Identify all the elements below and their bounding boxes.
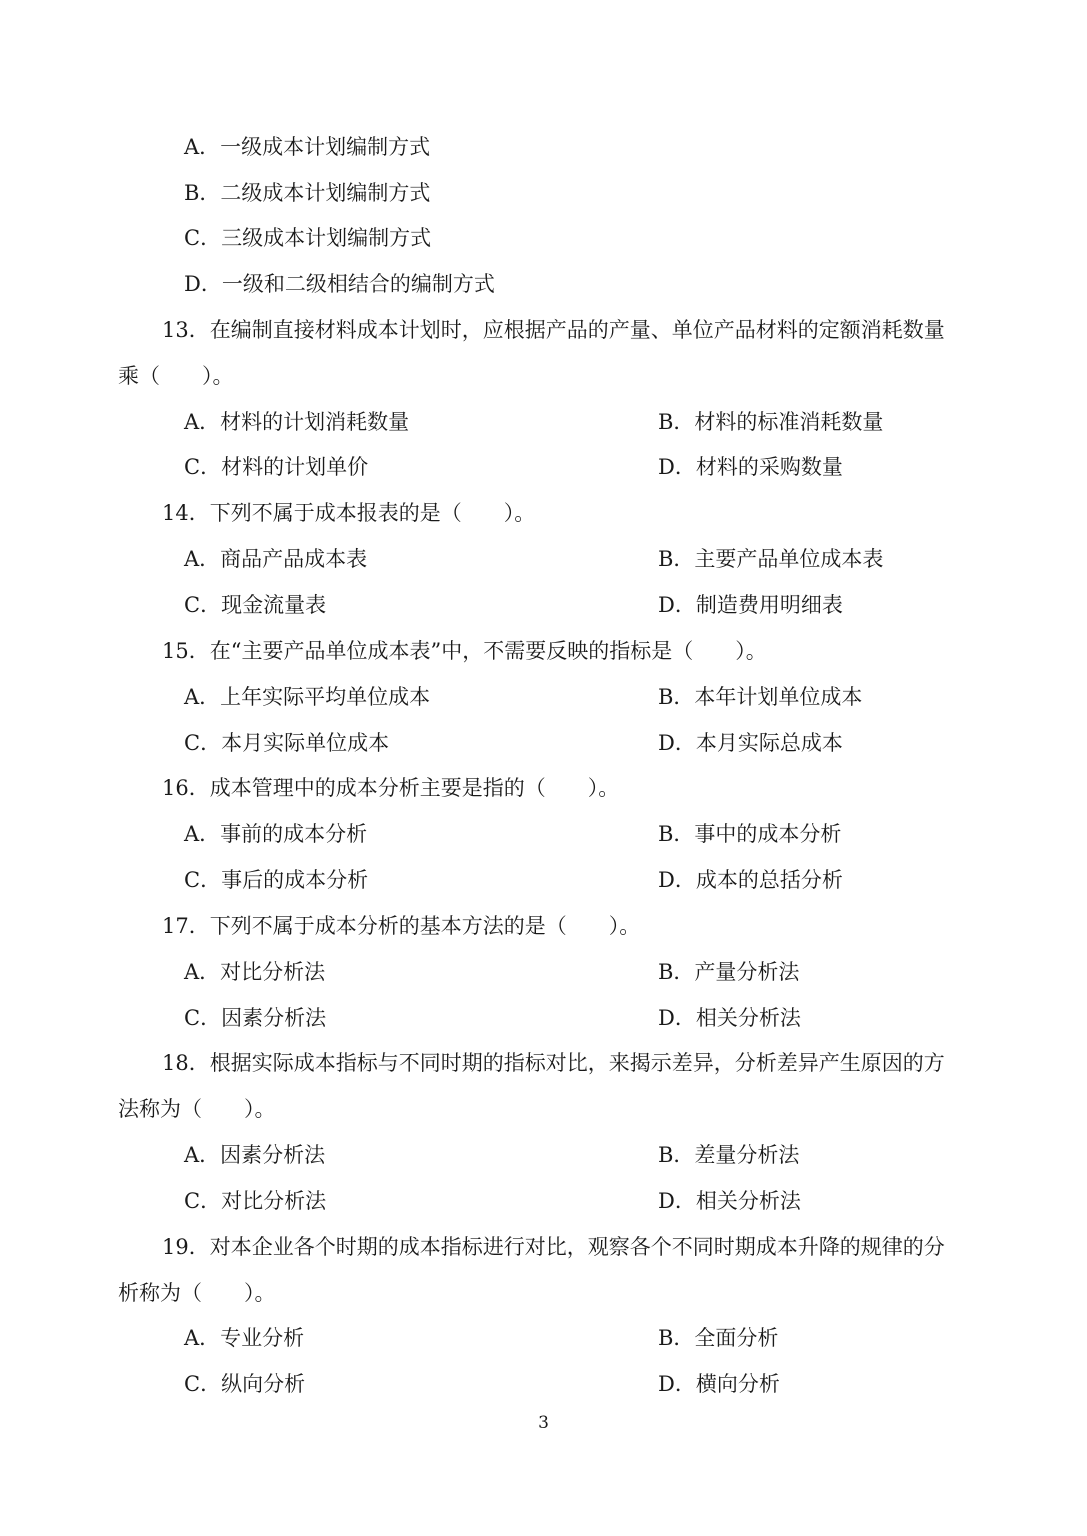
option-12-c: C．三级成本计划编制方式 bbox=[184, 226, 432, 250]
option-18-d: D．相关分析法 bbox=[658, 1189, 801, 1213]
page-number: 3 bbox=[538, 1413, 549, 1433]
option-15-c: C．本月实际单位成本 bbox=[184, 731, 390, 755]
question-13-stem-cont: 乘（ ）。 bbox=[118, 364, 234, 388]
option-16-b: B．事中的成本分析 bbox=[658, 822, 842, 846]
option-12-a: A．一级成本计划编制方式 bbox=[184, 135, 431, 159]
question-18-stem-cont: 法称为（ ）。 bbox=[118, 1097, 276, 1121]
option-13-d: D．材料的采购数量 bbox=[658, 455, 843, 479]
option-16-c: C．事后的成本分析 bbox=[184, 868, 369, 892]
option-19-d: D．横向分析 bbox=[658, 1372, 780, 1396]
option-16-a: A．事前的成本分析 bbox=[184, 822, 368, 846]
option-19-a: A．专业分析 bbox=[184, 1326, 305, 1350]
option-15-b: B．本年计划单位成本 bbox=[658, 685, 863, 709]
option-18-a: A．因素分析法 bbox=[184, 1143, 326, 1167]
option-14-c: C．现金流量表 bbox=[184, 593, 327, 617]
option-12-d: D．一级和二级相结合的编制方式 bbox=[184, 272, 495, 296]
option-18-c: C．对比分析法 bbox=[184, 1189, 327, 1213]
question-14-stem: 14．下列不属于成本报表的是（ ）。 bbox=[162, 501, 536, 525]
option-15-a: A．上年实际平均单位成本 bbox=[184, 685, 431, 709]
option-13-c: C．材料的计划单价 bbox=[184, 455, 369, 479]
option-17-d: D．相关分析法 bbox=[658, 1006, 801, 1030]
option-19-c: C．纵向分析 bbox=[184, 1372, 306, 1396]
option-13-a: A．材料的计划消耗数量 bbox=[184, 410, 410, 434]
question-19-stem: 19．对本企业各个时期的成本指标进行对比，观察各个不同时期成本升降的规律的分 bbox=[162, 1235, 945, 1259]
option-12-b: B．二级成本计划编制方式 bbox=[184, 181, 431, 205]
option-17-a: A．对比分析法 bbox=[184, 960, 326, 984]
question-16-stem: 16．成本管理中的成本分析主要是指的（ ）。 bbox=[162, 776, 620, 800]
question-19-stem-cont: 析称为（ ）。 bbox=[118, 1281, 276, 1305]
option-18-b: B．差量分析法 bbox=[658, 1143, 800, 1167]
option-15-d: D．本月实际总成本 bbox=[658, 731, 843, 755]
option-14-d: D．制造费用明细表 bbox=[658, 593, 843, 617]
option-17-b: B．产量分析法 bbox=[658, 960, 800, 984]
option-19-b: B．全面分析 bbox=[658, 1326, 779, 1350]
option-17-c: C．因素分析法 bbox=[184, 1006, 327, 1030]
question-13-stem: 13．在编制直接材料成本计划时，应根据产品的产量、单位产品材料的定额消耗数量 bbox=[162, 318, 945, 342]
question-15-stem: 15．在“主要产品单位成本表”中，不需要反映的指标是（ ）。 bbox=[162, 639, 767, 663]
option-13-b: B．材料的标准消耗数量 bbox=[658, 410, 884, 434]
question-18-stem: 18．根据实际成本指标与不同时期的指标对比，来揭示差异，分析差异产生原因的方 bbox=[162, 1051, 945, 1075]
question-17-stem: 17．下列不属于成本分析的基本方法的是（ ）。 bbox=[162, 914, 641, 938]
option-16-d: D．成本的总括分析 bbox=[658, 868, 843, 892]
option-14-b: B．主要产品单位成本表 bbox=[658, 547, 884, 571]
option-14-a: A．商品产品成本表 bbox=[184, 547, 368, 571]
